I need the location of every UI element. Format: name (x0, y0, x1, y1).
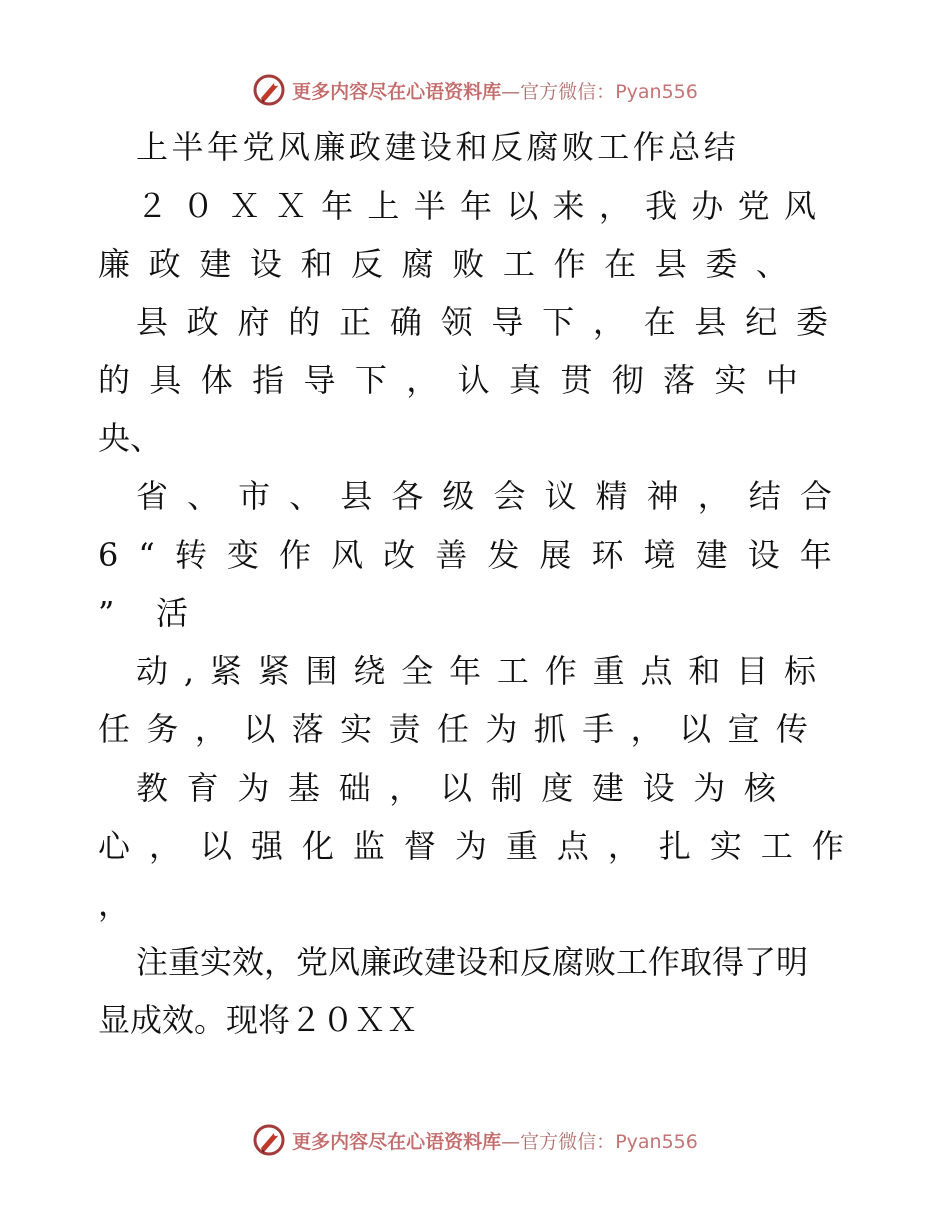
glyph: 活 (155, 594, 188, 632)
glyph: 扎 (658, 827, 691, 865)
glyph: 导 (491, 303, 524, 341)
glyph: ， (194, 710, 227, 748)
glyph: 设 (249, 245, 282, 283)
glyph: 政 (186, 303, 219, 341)
glyph: 以 (243, 710, 276, 748)
document-line (98, 244, 788, 284)
glyph: 设 (642, 769, 675, 807)
document-line-text (98, 593, 188, 633)
document-line-text (136, 651, 816, 691)
glyph: 传 (775, 710, 808, 748)
glyph: 实 (340, 710, 373, 748)
glyph: 点 (556, 827, 589, 865)
glyph: 环 (591, 536, 624, 574)
glyph: 确 (389, 303, 422, 341)
glyph: 工 (496, 652, 529, 690)
glyph: 点 (640, 652, 673, 690)
glyph: 动 (136, 652, 169, 690)
document-line-text: 注重实效，党风廉政建设和反腐败工作取得了明 (136, 943, 809, 981)
glyph: 度 (541, 769, 574, 807)
glyph: 6 (98, 536, 119, 574)
glyph: 下 (542, 303, 575, 341)
document-line (136, 476, 832, 516)
glyph: 标 (783, 652, 816, 690)
glyph: 制 (490, 769, 523, 807)
glyph: 实 (714, 361, 747, 399)
glyph: 善 (435, 536, 468, 574)
banner-wechat-id: Pyan556 (615, 1130, 698, 1153)
glyph: 腐 (526, 128, 559, 166)
banner-text (292, 1127, 698, 1154)
banner-main: 更多内容尽在心语资料库 (292, 80, 502, 103)
banner-sub: —官方微信： (501, 80, 616, 103)
banner-sub: —官方微信： (501, 1130, 616, 1153)
glyph: 县 (340, 477, 373, 515)
document-line-text (98, 709, 808, 749)
glyph: “ (138, 536, 155, 574)
document-line-text: 显成效。现将２０ＸＸ (98, 1001, 419, 1039)
glyph: 围 (305, 652, 338, 690)
glyph: ， (148, 827, 181, 865)
glyph: 败 (561, 128, 594, 166)
glyph: 党 (242, 128, 275, 166)
glyph: 年 (449, 652, 482, 690)
glyph: 年 (459, 187, 492, 225)
glyph: 化 (301, 827, 334, 865)
document-line-text (98, 360, 798, 400)
glyph: 下 (354, 361, 387, 399)
glyph: 年 (321, 187, 354, 225)
glyph: 、 (289, 477, 322, 515)
glyph: 和 (455, 128, 488, 166)
glyph: 监 (352, 827, 385, 865)
document-line-text (136, 476, 832, 516)
document-line (136, 302, 828, 342)
glyph: 工 (760, 827, 793, 865)
document-line-text (136, 302, 828, 342)
glyph: 县 (694, 303, 727, 341)
glyph: ， (598, 187, 631, 225)
glyph: 半 (413, 187, 446, 225)
glyph: 改 (383, 536, 416, 574)
glyph: 建 (695, 536, 728, 574)
glyph: 设 (747, 536, 780, 574)
banner-main: 更多内容尽在心语资料库 (292, 1130, 502, 1153)
glyph: 政 (348, 128, 381, 166)
glyph: ， (607, 827, 640, 865)
glyph: 为 (237, 769, 270, 807)
document-line (98, 360, 798, 400)
glyph: 总 (668, 128, 701, 166)
document-line (136, 186, 816, 226)
glyph: 彻 (611, 361, 644, 399)
glyph: 为 (485, 710, 518, 748)
glyph: 我 (645, 187, 678, 225)
glyph: ， (630, 710, 663, 748)
glyph: ” (98, 594, 115, 632)
glyph: 反 (490, 128, 523, 166)
glyph: 、 (187, 477, 220, 515)
glyph: 和 (300, 245, 333, 283)
glyph: 纪 (745, 303, 778, 341)
glyph: 风 (277, 128, 310, 166)
glyph: ， (697, 477, 730, 515)
glyph: 抓 (533, 710, 566, 748)
document-line (98, 535, 832, 575)
glyph: 务 (146, 710, 179, 748)
pen-logo-icon (252, 1123, 286, 1157)
glyph: 年 (799, 536, 832, 574)
glyph: 在 (643, 303, 676, 341)
document-title-text (136, 127, 736, 167)
glyph: 市 (238, 477, 271, 515)
glyph: 紧 (257, 652, 290, 690)
glyph: 在 (604, 245, 637, 283)
glyph: 指 (252, 361, 285, 399)
document-line (98, 884, 138, 924)
glyph: 正 (339, 303, 372, 341)
glyph: Ｘ (228, 187, 261, 225)
glyph: 全 (401, 652, 434, 690)
glyph: 发 (487, 536, 520, 574)
glyph: 各 (391, 477, 424, 515)
glyph: 合 (799, 477, 832, 515)
header-banner (0, 70, 950, 110)
glyph: 作 (553, 245, 586, 283)
glyph: 败 (452, 245, 485, 283)
glyph: 政 (148, 245, 181, 283)
glyph: 风 (331, 536, 364, 574)
glyph: 变 (226, 536, 259, 574)
glyph: 央 (98, 419, 131, 457)
glyph: 落 (291, 710, 324, 748)
glyph: ， (406, 361, 439, 399)
glyph: 任 (436, 710, 469, 748)
glyph: 办 (691, 187, 724, 225)
glyph: 强 (250, 827, 283, 865)
glyph: 建 (199, 245, 232, 283)
glyph: ， (592, 303, 625, 341)
glyph: 为 (693, 769, 726, 807)
glyph: 年 (206, 128, 239, 166)
glyph: 转 (174, 536, 207, 574)
glyph: 和 (688, 652, 721, 690)
glyph: 反 (351, 245, 384, 283)
glyph: 县 (136, 303, 169, 341)
document-line (98, 593, 188, 633)
glyph: 体 (200, 361, 233, 399)
glyph: 育 (186, 769, 219, 807)
glyph: 展 (539, 536, 572, 574)
glyph: 实 (709, 827, 742, 865)
glyph: 领 (440, 303, 473, 341)
document-line-text (136, 186, 816, 226)
glyph: 县 (654, 245, 687, 283)
glyph: 贯 (560, 361, 593, 399)
document-line-text (98, 418, 163, 458)
glyph: 的 (288, 303, 321, 341)
glyph: 风 (783, 187, 816, 225)
glyph: 设 (419, 128, 452, 166)
glyph: 以 (506, 187, 539, 225)
glyph: 重 (592, 652, 625, 690)
glyph: 廉 (313, 128, 346, 166)
document-line (98, 418, 163, 458)
document-line-text: ， (98, 885, 131, 923)
banner-wechat-id: Pyan556 (615, 80, 698, 103)
glyph: ２ (136, 187, 169, 225)
glyph: 以 (199, 827, 232, 865)
document-line (136, 651, 816, 691)
glyph: 廉 (98, 245, 131, 283)
glyph: 作 (544, 652, 577, 690)
glyph: 手 (582, 710, 615, 748)
glyph: ０ (182, 187, 215, 225)
glyph: 责 (388, 710, 421, 748)
glyph: 具 (149, 361, 182, 399)
document-line-text (98, 244, 788, 284)
glyph: 党 (737, 187, 770, 225)
glyph: 作 (811, 827, 844, 865)
document-line-text (98, 535, 832, 575)
glyph: 委 (705, 245, 738, 283)
glyph: 督 (403, 827, 436, 865)
document-line (136, 942, 848, 982)
glyph: ， (389, 769, 422, 807)
glyph: 建 (384, 128, 417, 166)
glyph: 认 (457, 361, 490, 399)
glyph: 半 (171, 128, 204, 166)
glyph: 落 (663, 361, 696, 399)
glyph: 来 (552, 187, 585, 225)
glyph: 结 (703, 128, 736, 166)
glyph: 级 (442, 477, 475, 515)
glyph: 为 (454, 827, 487, 865)
footer-banner (0, 1120, 950, 1160)
glyph: 、 (130, 419, 163, 457)
glyph: 建 (591, 769, 624, 807)
glyph: 神 (646, 477, 679, 515)
glyph: , (183, 652, 195, 690)
document-line (98, 1000, 438, 1040)
document-line (98, 709, 808, 749)
glyph: 、 (755, 245, 788, 283)
glyph: 结 (748, 477, 781, 515)
glyph: 绕 (353, 652, 386, 690)
document-line-text (98, 826, 844, 866)
glyph: 础 (338, 769, 371, 807)
glyph: 教 (136, 769, 169, 807)
glyph: 中 (765, 361, 798, 399)
glyph: 以 (439, 769, 472, 807)
glyph: 核 (743, 769, 776, 807)
banner-text (292, 77, 698, 104)
glyph: 心 (98, 827, 131, 865)
glyph: 境 (643, 536, 676, 574)
document-line-text (136, 768, 776, 808)
glyph: 省 (136, 477, 169, 515)
glyph: 作 (279, 536, 312, 574)
glyph: 会 (493, 477, 526, 515)
glyph: 基 (287, 769, 320, 807)
glyph: 重 (505, 827, 538, 865)
glyph: 工 (502, 245, 535, 283)
document-line (136, 768, 776, 808)
glyph: 府 (237, 303, 270, 341)
glyph: 议 (544, 477, 577, 515)
glyph: 任 (98, 710, 131, 748)
glyph: 委 (795, 303, 828, 341)
glyph: 上 (367, 187, 400, 225)
glyph: 的 (98, 361, 131, 399)
glyph: 作 (632, 128, 665, 166)
glyph: 腐 (401, 245, 434, 283)
glyph: 目 (736, 652, 769, 690)
glyph: 精 (595, 477, 628, 515)
glyph: Ｘ (274, 187, 307, 225)
pen-logo-icon (252, 73, 286, 107)
glyph: 上 (136, 128, 169, 166)
document-line (98, 826, 844, 866)
glyph: 真 (509, 361, 542, 399)
glyph: 工 (597, 128, 630, 166)
glyph: 紧 (209, 652, 242, 690)
glyph: 以 (679, 710, 712, 748)
glyph: 导 (303, 361, 336, 399)
glyph: 宣 (727, 710, 760, 748)
document-title (136, 127, 736, 167)
